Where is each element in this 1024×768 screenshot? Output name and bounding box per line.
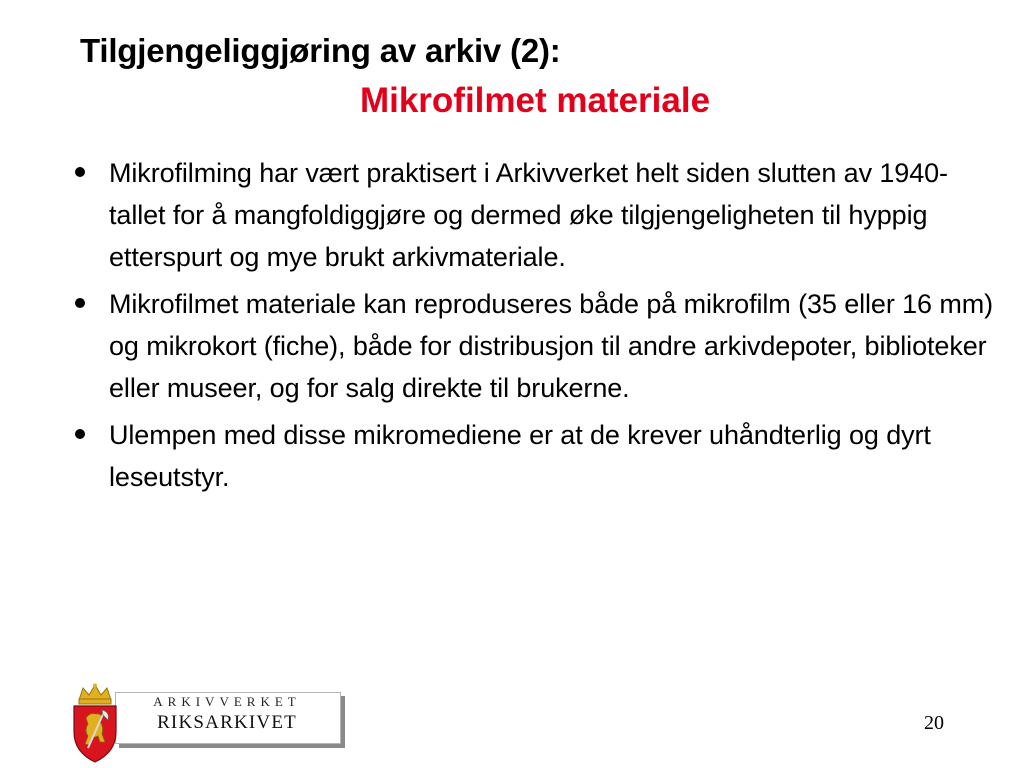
- bullet-dot-icon: [72, 283, 109, 308]
- norwegian-coat-of-arms-icon: [60, 682, 130, 764]
- logo-line-riksarkivet: RIKSARKIVET: [157, 712, 297, 733]
- bullet-list: [72, 152, 1002, 503]
- bullet-item: [72, 283, 1002, 409]
- logo-line-arkivverket: ARKIVVERKET: [153, 694, 301, 709]
- bullet-dot-icon: [72, 152, 109, 177]
- bullet-text: Mikrofilming har vært praktisert i Arkivverket helt siden slutten av 1940-tallet for å mangfoldiggjøre og dermed øke tilgjengeligheten til hyppig etterspurt og mye brukt arkivmateriale.: [109, 158, 948, 272]
- bullet-text: Ulempen med disse mikromediene er at de krever uhåndterlig og dyrt leseutstyr.: [109, 420, 931, 492]
- arkivverket-logo: [60, 682, 300, 762]
- bullet-item: [72, 152, 1002, 278]
- slide-title: Tilgjengeliggjøring av arkiv (2):: [80, 32, 561, 69]
- bullet-dot-icon: [72, 414, 109, 439]
- slide-subtitle: Mikrofilmet materiale: [359, 81, 711, 120]
- bullet-text: Mikrofilmet materiale kan reproduseres både på mikrofilm (35 eller 16 mm) og mikrokort (fiche), både for distribusjon til andre arkivdepoter, biblioteker eller museer, og for salg direkte til brukerne.: [109, 289, 994, 403]
- page-number: 20: [924, 712, 944, 734]
- bullet-item: [72, 414, 1002, 498]
